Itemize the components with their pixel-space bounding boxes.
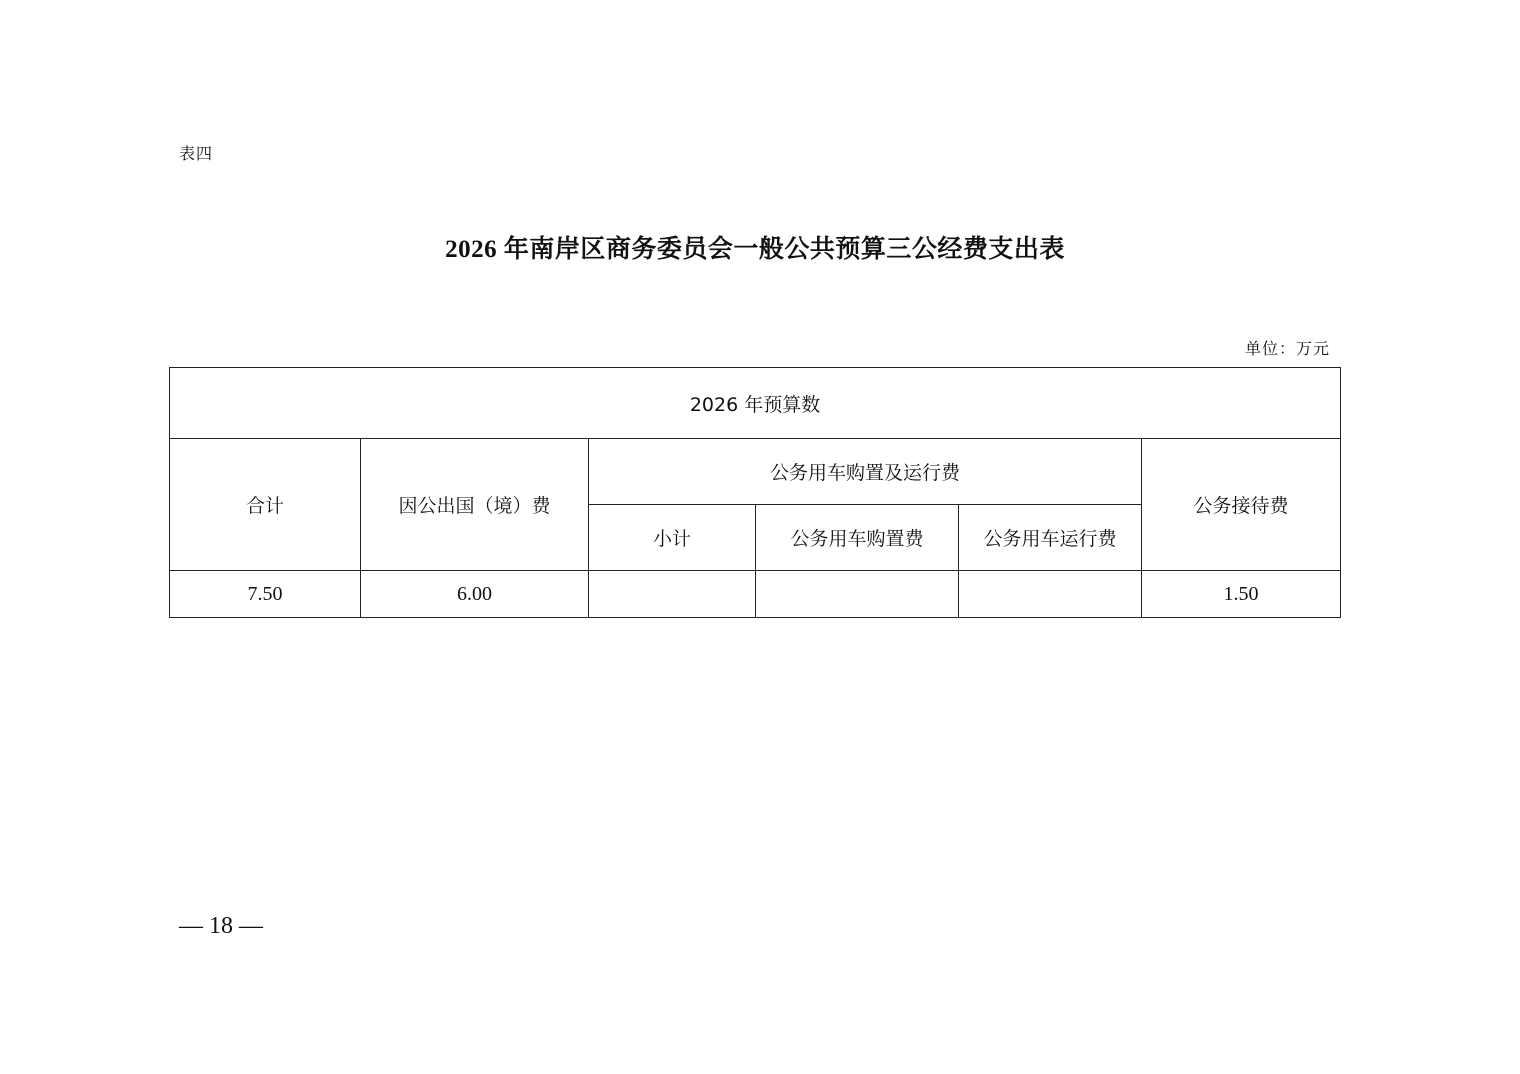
value-vehicle-purchase xyxy=(756,571,959,618)
header-overseas: 因公出国（境）费 xyxy=(361,439,589,571)
page-number: — 18 — xyxy=(179,913,263,939)
table-label: 表四 xyxy=(179,146,214,163)
unit-label: 单位：万元 xyxy=(1244,341,1330,358)
page-title: 2026 年南岸区商务委员会一般公共预算三公经费支出表 xyxy=(445,236,1065,263)
value-vehicle-operation xyxy=(959,571,1142,618)
value-total: 7.50 xyxy=(170,571,361,618)
header-vehicle-purchase: 公务用车购置费 xyxy=(756,505,959,571)
header-reception: 公务接待费 xyxy=(1142,439,1341,571)
table-row xyxy=(170,571,1341,618)
value-vehicle-subtotal xyxy=(589,571,756,618)
value-overseas: 6.00 xyxy=(361,571,589,618)
header-vehicle-group: 公务用车购置及运行费 xyxy=(589,439,1142,505)
header-total: 合计 xyxy=(170,439,361,571)
table-row xyxy=(170,368,1341,439)
value-reception: 1.50 xyxy=(1142,571,1341,618)
header-vehicle-operation: 公务用车运行费 xyxy=(959,505,1142,571)
header-vehicle-subtotal: 小计 xyxy=(589,505,756,571)
year-header-cell: 2026 年预算数 xyxy=(170,368,1341,439)
table-row xyxy=(170,439,1341,505)
budget-table xyxy=(169,367,1341,618)
